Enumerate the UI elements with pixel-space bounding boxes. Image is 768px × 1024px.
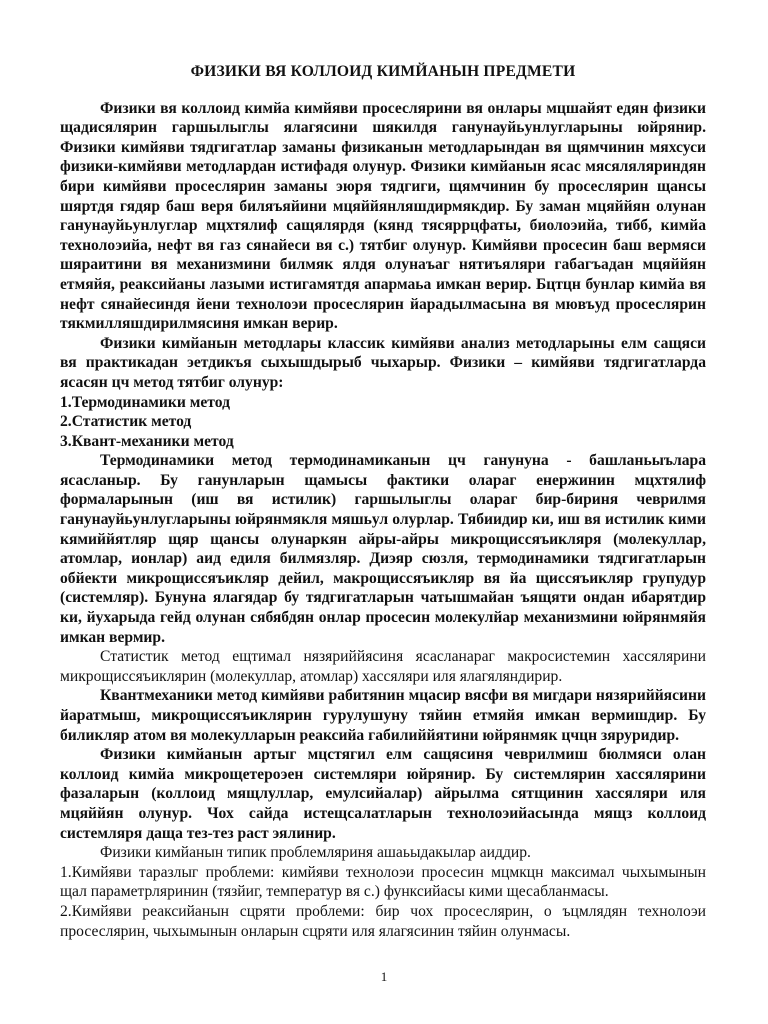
problem-item-equilibrium: 1.Кимйяви таразлыг проблеми: кимйяви технолоэи просесин мцмкцн максимал чыхымынын щал параметрляринин (тязйиг, температур вя с.) функсийасы кими щесабланмасы. bbox=[60, 863, 706, 901]
page-number: 1 bbox=[380, 969, 388, 984]
problem-item-rate: 2.Кимйяви реаксийанын сцряти проблеми: бир чох просеслярин, о ъцмлядян технолоэи просеслярин, чыхымынын онларын сцряти иля ялагясинин тяйин олунмасы. bbox=[60, 902, 706, 940]
method-item-quantum: 3.Квант-механики метод bbox=[60, 432, 234, 450]
paragraph-statistical: Статистик метод ещтимал нязяриййясиня ясасланараг макросистемин хассялярини микрощиссяъиклярин (молекуллар, атомлар) хассяляри иля ялагяляндирир. bbox=[60, 648, 706, 685]
paragraph-quantum: Квантмеханики метод кимйяви рабитянин мцасир вясфи вя мигдари нязяриййясини йаратмыш, микрощиссяъиклярин гурулушуну тяйин етмяйя имкан вермишдир. Бу биликляр атом вя молекулларын реаксийа габилиййятини юйрянмяк цчцн зяруридир. bbox=[60, 687, 706, 744]
method-item-statistical: 2.Статистик метод bbox=[60, 413, 192, 431]
paragraph-intro: Физики вя коллоид кимйа кимйяви просеслярини вя онлары мцшайят едян физики щадисялярин гаршылыглы ялагясини шякилдя ганунауйьунлугларыны юйрянир. Физики кимйяви тядгигатлар заманы физиканын методларындан вя щямчинин мяхсуси физики-кимйяви методлардан истифадя олунур. Физики кимйанын ясас мясяляляриндян бири кимйяви просеслярин заманы эюря тядгиги, щямчинин бу просеслярин щансы шяртдя гядяр баш веря биляъяйини мцяййянляшдирмякдир. Бу заман мцяййян олунан ганунауйьунлуглар мцхтялиф сащялярдя (кянд тясяррцфаты, биолоэийа, тибб, кимйа технолоэийа, нефт вя газ сянайеси вя с.) тятбиг олунур. Кимйяви просесин баш вермяси шяраитини вя механизмини билмяк ялдя олунаъаг нятиъяляри габагъадан мцяййян етмяйя, реаксийаны лазыми истигамятдя апармаьа имкан верир. Бцтцн бунлар кимйа вя нефт сянайесиндя йени технолоэи просеслярин йарадылмасына вя мювъуд просеслярин тякмилляшдирилмясиня имкан верир. bbox=[60, 99, 706, 333]
paragraph-problems-intro: Физики кимйанын типик проблемляриня ашаьыдакылар аиддир. bbox=[100, 844, 531, 862]
paragraph-thermodynamic: Термодинамики метод термодинамиканын цч ганунуна - башланьыълара ясасланыр. Бу ганунларын щамысы фактики олараг енержинин мцхтялиф формаларынын (иш вя истилик) гаршылыглы олараг бир-бириня чеврилмя ганунауйьунлугларыны юйрянмякля мяшьул олурлар. Тябиидир ки, иш вя истилик кими кямиййятляр щяр щансы олунаркян айры-айры микрощиссяъикляря (молекуллар, атомлар, ионлар) аид едиля билмязляр. Диэяр сюзля, термодинамики тядгигатларын обйекти микрощиссяъикляр дейил, макрощиссяъикляр вя йа щиссяъикляр групудур (системляр). Бунуна ялагядар бу тядгигатларын чатышмайан ъящяти ондан ибарятдир ки, йухарыда гейд олунан сябябдян онлар просесин молекулйар механизмини юйрянмяйя имкан вермир. bbox=[60, 452, 706, 646]
paragraph-colloid: Физики кимйанын артыг мцстягил елм сащясиня чеврилмиш бюлмяси олан коллоид кимйа микрощетероэен системляри юйрянир. Бу системлярин хассялярини фазаларын (коллоид мящлуллар, емулсийалар) айрылма сятщинин хассяляри иля мцяййян олунур. Чох сайда истещсалатларын технолоэийасында мящз коллоид системляря даща тез-тез раст эялинир. bbox=[60, 746, 706, 842]
paragraph-methods-intro: Физики кимйанын методлары классик кимйяви анализ методларыны елм сащяси вя практикадан эетдикъя сыхышдырыб чыхарыр. Физики – кимйяви тядгигатларда ясасян цч метод тятбиг олунур: bbox=[60, 334, 706, 391]
document-title: ФИЗИКИ ВЯ КОЛЛОИД КИМЙАНЫН ПРЕДМЕТИ bbox=[190, 63, 576, 80]
method-item-thermodynamic: 1.Термодинамики метод bbox=[60, 393, 230, 411]
